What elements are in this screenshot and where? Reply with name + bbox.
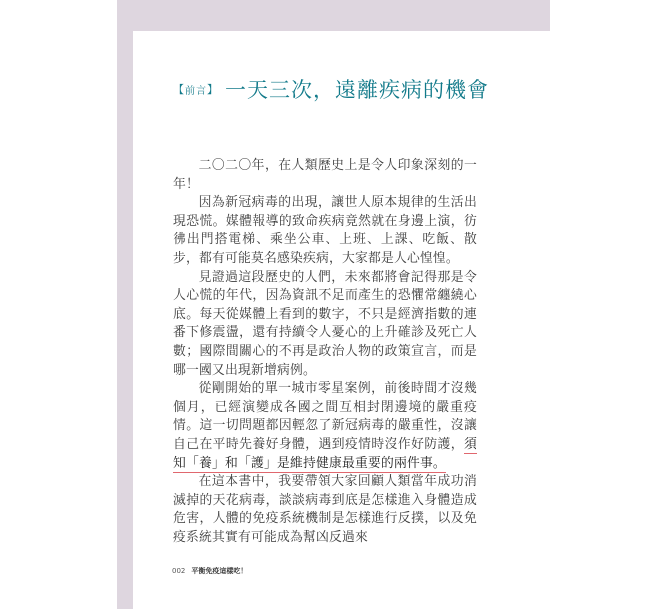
chapter-title: 一天三次，遠離疾病的機會 xyxy=(225,78,489,102)
page-number: 002 xyxy=(172,567,186,575)
paragraph: 因為新冠病毒的出現，讓世人原本規律的生活出現恐慌。媒體報導的致命疾病竟然就在身邊上演，彷彿出門搭電梯、乘坐公車、上班、上課、吃飯、散步，都有可能莫名感染疾病，大家都是人心惶惶。 xyxy=(173,195,477,266)
book-title: 平衡免疫這樣吃！ xyxy=(191,567,248,575)
paragraph xyxy=(173,380,477,473)
chapter-heading xyxy=(173,74,489,104)
highlighted-sentence: 須知「養」和「護」是維持健康最重要的兩件事。 xyxy=(173,436,477,471)
tag-bracket-open: 【 xyxy=(173,83,185,96)
body-text xyxy=(173,157,477,547)
tag-label: 前言 xyxy=(185,85,207,97)
chapter-tag xyxy=(173,81,219,97)
tag-bracket-close: 】 xyxy=(207,83,219,96)
paragraph-text: 從剛開始的單一城市零星案例，前後時間才沒幾個月，已經演變成各國之間互相封閉邊境的嚴重疫情。這一切問題都因輕忽了新冠病毒的嚴重性，沒讓自己在平時先養好身體，遇到疫情時沒作好防護， xyxy=(173,381,477,452)
paragraph: 在這本書中，我要帶領大家回顧人類當年成功消滅掉的天花病毒，談談病毒到底是怎樣進入身體造成危害，人體的免疫系統機制是怎樣進行反撲，以及免疫系統其實有可能成為幫凶反過來 xyxy=(173,474,477,545)
paragraph: 見證過這段歷史的人們，未來都將會記得那是令人心慌的年代，因為資訊不足而產生的恐懼常纏繞心底。每天從媒體上看到的數字，不只是經濟指數的連番下修震盪，還有持續令人憂心的上升確診及死亡人數；國際間關心的不再是政治人物的政策宣言，而是哪一國又出現新增病例。 xyxy=(173,269,477,378)
paragraph: 二〇二〇年，在人類歷史上是令人印象深刻的一年！ xyxy=(173,158,477,192)
page-footer xyxy=(172,566,247,576)
